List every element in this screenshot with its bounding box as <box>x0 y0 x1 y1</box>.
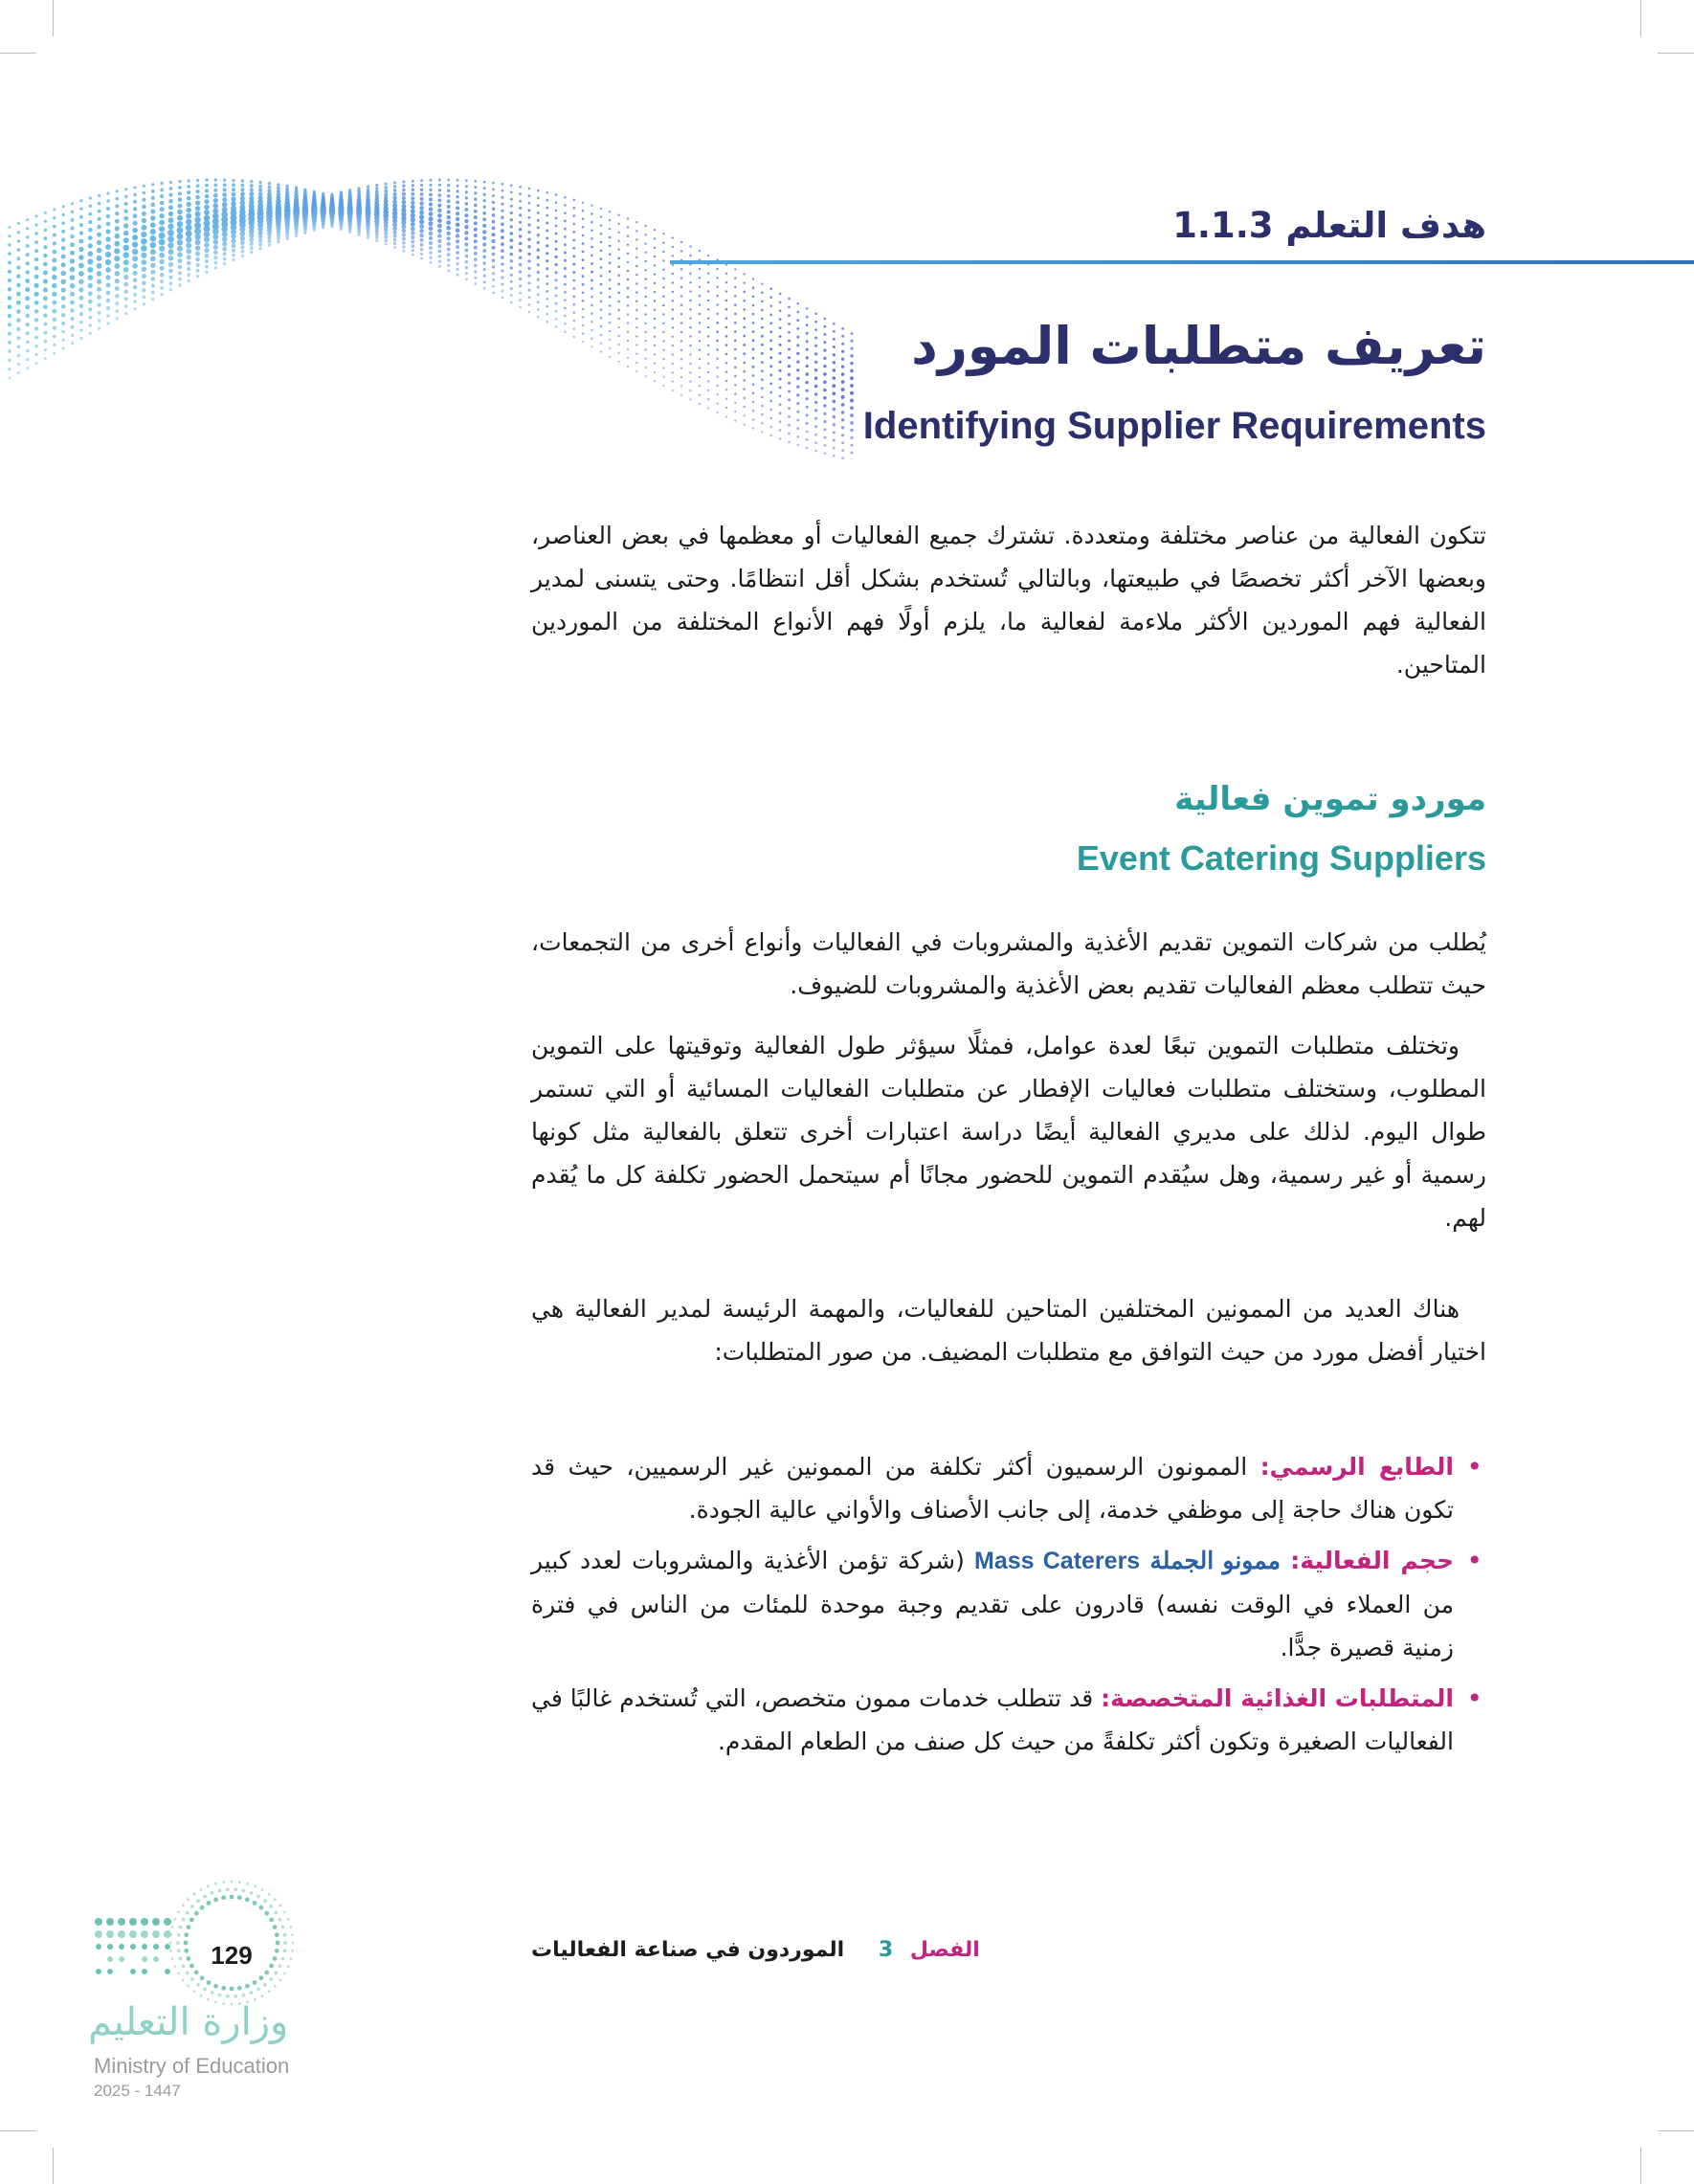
bullet-term-english: Mass Caterers <box>974 1548 1141 1574</box>
bullet-term-secondary: ممونو الجملة <box>1149 1548 1282 1574</box>
bullet-term: حجم الفعالية: <box>1290 1547 1455 1574</box>
bullet-text: (شركة تؤمن الأغذية والمشروبات لعدد كبير من العملاء في الوقت نفسه) قادرون على تقديم وجبة موحدة للمئات من الناس في فترة زمنية قصيرة جدًّا. <box>531 1547 1454 1661</box>
crop-mark <box>0 2130 36 2131</box>
page-title-english: Identifying Supplier Requirements <box>862 405 1486 447</box>
chapter-label: الفصل <box>909 1938 980 1962</box>
crop-mark <box>1640 0 1641 36</box>
catering-paragraph-2: وتختلف متطلبات التموين تبعًا لعدة عوامل، فمثلًا سيؤثر طول الفعالية وتوقيتها على التموين المطلوب، وستختلف متطلبات فعاليات الإفطار عن متطلبات الفعاليات المسائية أو التي تستمر طوال اليوم. لذلك على مديري الفعالية أيضًا دراسة اعتبارات أخرى تتعلق بالفعالية مثل كونها رسمية أو غير رسمية، وهل سيُقدم التموين للحضور مجانًا أم سيتحمل الحضور تكلفة كل ما يُقدم لهم. <box>531 1032 1486 1232</box>
bullet-icon: • <box>1466 1451 1482 1482</box>
section-title-english: Event Catering Suppliers <box>1076 838 1486 878</box>
bullet-term: الطابع الرسمي: <box>1259 1453 1455 1481</box>
chapter-footer <box>531 1938 980 1962</box>
bullet-icon: • <box>1466 1545 1482 1576</box>
header-rule <box>670 260 1694 264</box>
chapter-title: الموردون في صناعة الفعاليات <box>531 1938 845 1962</box>
crop-mark <box>1658 53 1694 54</box>
list-item <box>531 1677 1486 1763</box>
crop-mark <box>1658 2130 1694 2131</box>
bullet-icon: • <box>1466 1683 1482 1714</box>
ministry-year: 2025 - 1447 <box>94 2082 181 2100</box>
crop-mark <box>1640 2148 1641 2184</box>
catering-paragraph-1: يُطلب من شركات التموين تقديم الأغذية والمشروبات في الفعاليات وأنواع أخرى من التجمعات، حيث تتطلب معظم الفعاليات تقديم بعض الأغذية والمشروبات للضيوف. <box>531 928 1486 999</box>
catering-paragraph-3: هناك العديد من الممونين المختلفين المتاحين للفعاليات، والمهمة الرئيسة لمدير الفعالية هي اختيار أفضل مورد من حيث التوافق مع متطلبات المضيف. من صور المتطلبات: <box>531 1295 1486 1366</box>
list-item <box>531 1445 1486 1531</box>
learning-objective-label: هدف التعلم 1.1.3 <box>1172 205 1486 246</box>
chapter-number: 3 <box>878 1938 894 1962</box>
ministry-logo-dots-icon <box>91 1914 177 1981</box>
intro-paragraph: تتكون الفعالية من عناصر مختلفة ومتعددة. تشترك جميع الفعاليات أو معظمها في بعض العناصر، وبعضها الآخر أكثر تخصصًا في طبيعتها، وبالتالي تُستخدم بشكل أقل انتظامًا. وحتى يتسنى لمدير الفعالية فهم الموردين الأكثر ملاءمة لفعالية ما، يلزم أولًا فهم الأنواع المختلفة من الموردين المتاحين. <box>531 522 1486 679</box>
ministry-name-english: Ministry of Education <box>94 2054 290 2078</box>
decorative-dot-wave <box>0 134 861 459</box>
requirements-list <box>531 1445 1486 1771</box>
ministry-name-arabic: وزارة التعليم <box>88 2000 289 2044</box>
bullet-term: المتطلبات الغذائية المتخصصة: <box>1101 1684 1454 1712</box>
crop-mark <box>53 2148 54 2184</box>
page-title-arabic: تعريف متطلبات المورد <box>911 316 1486 376</box>
crop-mark <box>0 53 36 54</box>
section-title-arabic: موردو تموين فعالية <box>1174 780 1486 818</box>
list-item <box>531 1539 1486 1669</box>
bullet-text: الممونون الرسميون أكثر تكلفة من الممونين غير الرسميين، حيث قد تكون هناك حاجة إلى موظفي خدمة، إلى جانب الأصناف والأواني عالية الجودة. <box>531 1453 1454 1524</box>
page-number: 129 <box>211 1941 253 1970</box>
bullet-text: قد تتطلب خدمات ممون متخصص، التي تُستخدم غالبًا في الفعاليات الصغيرة وتكون أكثر تكلفةً من حيث كل صنف من الطعام المقدم. <box>531 1684 1454 1755</box>
crop-mark <box>53 0 54 36</box>
